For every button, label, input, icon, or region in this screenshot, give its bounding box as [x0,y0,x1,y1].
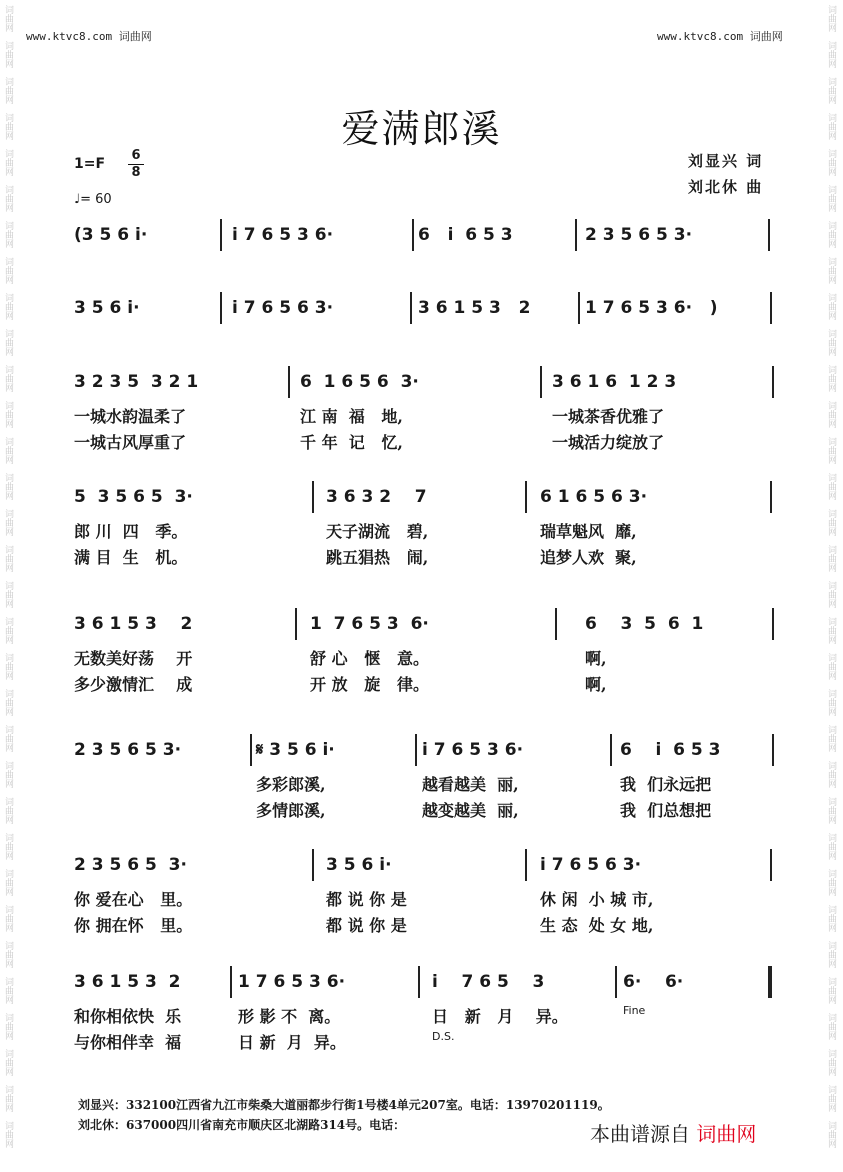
barline [770,849,772,881]
measure-notes: 6· 6· [623,972,684,992]
lyric-segment: 都 说 你 是 [326,890,407,909]
watermark-text: 词曲网 [826,580,836,608]
lyric-verse-2 [70,672,780,694]
barline [770,966,772,998]
watermark-text: 词曲网 [3,220,13,248]
barline [525,481,527,513]
watermark-text: 词曲网 [3,436,13,464]
lyric-verse-2 [70,430,780,452]
watermark-text: 词曲网 [826,148,836,176]
watermark-text: 词曲网 [3,868,13,896]
watermark-text: 词曲网 [826,724,836,752]
meter-top: 6 [131,148,141,163]
watermark-text: 词曲网 [3,328,13,356]
barline [610,734,612,766]
watermark-text: 词曲网 [826,1048,836,1076]
barline [410,292,412,324]
measure-notes: 6 i 6 5 3 [620,740,721,760]
lyric-segment: 越变越美 丽, [422,801,519,820]
measure-notes: 3 6 1 5 3 2 [418,298,531,318]
watermark-text: 词曲网 [826,1084,836,1112]
watermark-text: 词曲网 [3,400,13,428]
barline [615,966,617,998]
measure-notes: 𝄋 3 5 6 i· [256,740,335,760]
watermark-text: 词曲网 [826,940,836,968]
lyric-segment: 多情郎溪, [256,801,326,820]
measure-notes: 6 1 6 5 6 3· [300,372,419,392]
lyric-segment: 啊, [585,649,607,668]
measure-notes: 1 7 6 5 3 6· [310,614,429,634]
measure-notes: 3 6 1 6 1 2 3 [552,372,677,392]
watermark-text: 词曲网 [826,544,836,572]
lyric-verse-1 [70,887,780,909]
lyric-segment: 形 影 不 离。 [238,1007,341,1026]
watermark-text: 词曲网 [826,436,836,464]
lyric-segment: 满 目 生 机。 [74,548,188,567]
measure-notes: 2 3 5 6 5 3· [585,225,693,245]
watermark-text: 词曲网 [3,904,13,932]
lyric-verse-2 [70,545,780,567]
measure-notes: 3 6 3 2 7 [326,487,427,507]
lyric-segment: 日 新 月 异。 [432,1007,568,1026]
lyric-segment: 追梦人欢 聚, [540,548,637,567]
footer-address-composer: 刘北休：637000四川省南充市顺庆区北湖路314号。电话： [78,1118,406,1132]
lyric-segment: 江 南 福 地, [300,407,403,426]
composer-credit: 刘北休 曲 [688,178,764,196]
watermark-text: 词曲网 [826,472,836,500]
watermark-text: 词曲网 [3,472,13,500]
lyric-verse-1 [70,519,780,541]
watermark-text: 词曲网 [826,112,836,140]
barline [525,849,527,881]
watermark-text: 词曲网 [3,292,13,320]
watermark-text: 词曲网 [826,256,836,284]
measure-notes: 6 3 5 6 1 [585,614,704,634]
site-url-right[interactable]: www.ktvc8.com 词曲网 [657,30,783,43]
barline [578,292,580,324]
lyric-segment: 多少激情汇 成 [74,675,193,694]
notation-line [70,614,780,638]
key-signature: 1=F [74,156,106,172]
watermark-text: 词曲网 [3,112,13,140]
lyric-segment: 一城水韵温柔了 [74,407,187,426]
notation-line [70,225,780,249]
measure-notes: i 7 6 5 6 3· [540,855,642,875]
measure-notes: 1 7 6 5 3 6· [238,972,346,992]
watermark-text: 词曲网 [3,760,13,788]
notation-line [70,972,780,996]
barline [772,366,774,398]
lyric-verse-2 [70,798,780,820]
lyric-segment: 无数美好荡 开 [74,649,193,668]
lyric-segment: 郎 川 四 季。 [74,522,188,541]
lyric-segment: 越看越美 丽, [422,775,519,794]
lyric-segment: 都 说 你 是 [326,916,407,935]
watermark-text: 词曲网 [3,1048,13,1076]
watermark-text: 词曲网 [826,220,836,248]
watermark-text: 词曲网 [826,796,836,824]
barline [312,481,314,513]
lyric-segment: 你 拥在怀 里。 [74,916,193,935]
watermark-text: 词曲网 [826,832,836,860]
barline [312,849,314,881]
watermark-text: 词曲网 [3,256,13,284]
footer-address-lyricist: 刘显兴：332100江西省九江市柴桑大道丽都步行街1号楼4单元207室。电话：13970201119。 [78,1098,610,1112]
barline [412,219,414,251]
lyric-segment: 我 们总想把 [620,801,712,820]
measure-notes: 2 3 5 6 5 3· [74,855,187,875]
source-brand[interactable] [590,1118,756,1147]
measure-notes: 6 i 6 5 3 [418,225,513,245]
watermark-strip-right [825,0,841,1172]
barline [772,734,774,766]
watermark-text: 词曲网 [3,76,13,104]
barline [250,734,252,766]
watermark-text: 词曲网 [826,184,836,212]
measure-notes: 3 5 6 i· [326,855,392,875]
watermark-text: 词曲网 [3,688,13,716]
watermark-text: 词曲网 [3,1120,13,1148]
watermark-text: 词曲网 [3,184,13,212]
song-title: 爱满郎溪 [341,107,502,151]
lyric-segment: 天子湖流 碧, [326,522,429,541]
watermark-text: 词曲网 [3,832,13,860]
lyric-segment: 瑞草魁风 靡, [540,522,637,541]
watermark-text: 词曲网 [3,796,13,824]
lyric-segment: 生 态 处 女 地, [540,916,654,935]
watermark-text: 词曲网 [826,688,836,716]
lyric-segment: 我 们永远把 [620,775,712,794]
watermark-text: 词曲网 [826,760,836,788]
barline [415,734,417,766]
lyric-segment: 你 爱在心 里。 [74,890,193,909]
notation-line [70,298,780,322]
watermark-text: 词曲网 [826,4,836,32]
measure-notes: 1 7 6 5 3 6· ) [585,298,718,318]
measure-notes: 3 5 6 i· [74,298,140,318]
measure-notes: 2 3 5 6 5 3· [74,740,182,760]
measure-notes: i 7 6 5 3 6· [232,225,334,245]
barline [220,219,222,251]
watermark-text: 词曲网 [3,616,13,644]
measure-notes: i 7 6 5 6 3· [232,298,334,318]
watermark-text: 词曲网 [3,580,13,608]
notation-line [70,487,780,511]
watermark-text: 词曲网 [826,328,836,356]
lyric-verse-1 [70,404,780,426]
tempo-mark: ♩= 60 [74,192,112,207]
watermark-text: 词曲网 [3,976,13,1004]
watermark-text: 词曲网 [826,904,836,932]
notation-line [70,740,780,764]
watermark-text: 词曲网 [826,40,836,68]
measure-notes: 3 2 3 5 3 2 1 [74,372,199,392]
watermark-text: 词曲网 [3,4,13,32]
lyric-segment: 跳五猖热 闹, [326,548,429,567]
notation-line [70,372,780,396]
barline [555,608,557,640]
watermark-text: 词曲网 [826,976,836,1004]
watermark-text: 词曲网 [3,1012,13,1040]
barline [575,219,577,251]
watermark-text: 词曲网 [826,76,836,104]
watermark-text: 词曲网 [3,148,13,176]
lyric-segment: 开 放 旋 律。 [310,675,429,694]
watermark-text: 词曲网 [826,868,836,896]
barline [230,966,232,998]
measure-notes: 3 6 1 5 3 2 [74,972,181,992]
meter-bottom: 8 [131,165,141,180]
lyric-segment: 与你相伴幸 福 [74,1033,182,1052]
lyric-verse-2 [70,1030,780,1052]
barline [295,608,297,640]
watermark-text: 词曲网 [3,40,13,68]
brand-prefix: 本曲谱源自 [590,1122,690,1146]
watermark-text: 词曲网 [826,292,836,320]
watermark-text: 词曲网 [826,1120,836,1148]
lyric-segment: Fine [623,1004,646,1017]
lyric-segment: 舒 心 惬 意。 [310,649,429,668]
lyric-segment: 一城古风厚重了 [74,433,187,452]
watermark-text: 词曲网 [3,652,13,680]
watermark-text: 词曲网 [3,940,13,968]
watermark-text: 词曲网 [3,724,13,752]
watermark-text: 词曲网 [3,1084,13,1112]
barline [418,966,420,998]
barline [772,608,774,640]
measure-notes: (3 5 6 i· [74,225,148,245]
watermark-text: 词曲网 [826,652,836,680]
lyric-segment: 千 年 记 忆, [300,433,403,452]
watermark-text: 词曲网 [826,364,836,392]
watermark-text: 词曲网 [826,1012,836,1040]
notation-line [70,855,780,879]
brand-name: 词曲网 [696,1122,757,1146]
lyric-segment: 多彩郎溪, [256,775,326,794]
lyric-verse-2 [70,913,780,935]
watermark-text: 词曲网 [826,400,836,428]
barline [770,481,772,513]
lyric-segment: 和你相依快 乐 [74,1007,182,1026]
lyric-verse-1 [70,772,780,794]
lyric-segment: 一城茶香优雅了 [552,407,665,426]
measure-notes: 6 1 6 5 6 3· [540,487,648,507]
barline [770,292,772,324]
measure-notes: i 7 6 5 3 [432,972,545,992]
site-url-left[interactable]: www.ktvc8.com 词曲网 [26,30,152,43]
lyric-segment: D.S. [432,1030,455,1043]
lyric-verse-1 [70,646,780,668]
watermark-strip-left [2,0,18,1172]
time-signature [128,148,144,181]
lyric-segment: 啊, [585,675,607,694]
barline [540,366,542,398]
barline [288,366,290,398]
lyricist-credit: 刘显兴 词 [688,152,764,170]
lyric-segment: 一城活力绽放了 [552,433,665,452]
measure-notes: i 7 6 5 3 6· [422,740,524,760]
barline [768,219,770,251]
measure-notes: 5 3 5 6 5 3· [74,487,193,507]
barline [220,292,222,324]
watermark-text: 词曲网 [3,508,13,536]
watermark-text: 词曲网 [3,544,13,572]
watermark-text: 词曲网 [3,364,13,392]
watermark-text: 词曲网 [826,508,836,536]
watermark-text: 词曲网 [826,616,836,644]
lyric-verse-1 [70,1004,780,1026]
lyric-segment: 日 新 月 异。 [238,1033,346,1052]
measure-notes: 3 6 1 5 3 2 [74,614,193,634]
lyric-segment: 休 闲 小 城 市, [540,890,654,909]
